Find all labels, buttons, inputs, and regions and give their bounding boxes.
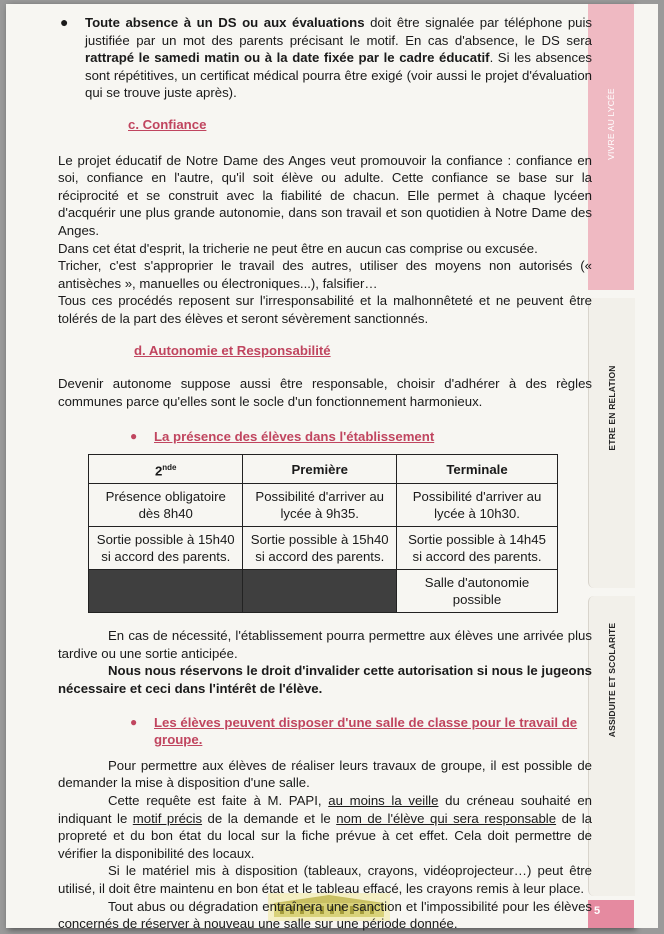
- side-tab-assiduite-label: ASSIDUITE ET SCOLARITE: [607, 622, 617, 738]
- table-row: [89, 484, 558, 527]
- table-header-premiere: Première: [243, 454, 397, 483]
- heading-autonomie: d. Autonomie et Responsabilité: [134, 342, 331, 358]
- absence-bold-start: Toute absence à un DS ou aux évaluations: [85, 15, 365, 30]
- salle-paragraph-1: Pour permettre aux élèves de réaliser leurs travaux de groupe, il est possible de demander la mise à disposition d'une salle.: [58, 757, 592, 791]
- table-cell: Sortie possible à 15h40 si accord des parents.: [243, 527, 397, 570]
- confiance-paragraph-4: Tous ces procédés reposent sur l'irresponsabilité et la malhonnêteté et ne peuvent être tolérés de la part des élèves et seront sévèrement sanctionnés.: [58, 293, 592, 326]
- side-tab-etre: [588, 298, 635, 588]
- table-header-row: [89, 454, 558, 483]
- page-content: [58, 14, 592, 933]
- table-header-terminale: Terminale: [397, 454, 558, 483]
- table-cell: Salle d'autonomie possible: [397, 570, 558, 613]
- confiance-paragraph-3: Tricher, c'est s'approprier le travail des autres, utiliser des moyens non autorisés (« antisèches », manuelles ou électroniques...), falsifier…: [58, 258, 592, 291]
- table-cell: Sortie possible à 15h40 si accord des parents.: [89, 527, 243, 570]
- absence-text-2: . Si les absences sont répétitives, un certificat médical pourra être exigé (voir aussi le projet d'évaluation qui se trouve juste après).: [85, 50, 592, 101]
- salle-paragraph-4: Tout abus ou dégradation entraînera une sanction et l'impossibilité pour les élèves concernés de réserver à nouveau une salle sur une période donnée.: [58, 898, 592, 932]
- subheading-presence: [58, 428, 592, 446]
- side-tab-vivre-label: VIVRE AU LYCÉE: [606, 88, 616, 160]
- table-row: [89, 570, 558, 613]
- table-cell-empty: [243, 570, 397, 613]
- side-tab-vivre: [588, 4, 634, 290]
- confiance-paragraph-1: Le projet éducatif de Notre Dame des Anges veut promouvoir la confiance : confiance en soi, confiance en l'autre, qu'il soit élève ou adulte. Cette confiance se base sur la réciprocité et se construit avec la fiabilité de chacun. Elle permet à chaque lycéen d'acquérir une plus grande autonomie, dans son travail et son quotidien à Notre Dame des Anges.: [58, 152, 592, 238]
- subheading-salle: [58, 714, 592, 749]
- absence-text-1: doit être signalée par téléphone puis justifiée par un mot des parents précisant le motif. En cas d'absence, le DS sera: [85, 15, 593, 48]
- absence-bullet: [58, 14, 592, 102]
- table-cell-empty: [89, 570, 243, 613]
- subheading-salle-text: Les élèves peuvent disposer d'une salle de classe pour le travail de groupe.: [154, 714, 578, 748]
- presence-table: [88, 454, 558, 613]
- autonomie-paragraph-1: Devenir autonome suppose aussi être responsable, choisir d'adhérer à des règles communes parce qu'elles sont le socle d'un fonctionnement harmonieux.: [58, 376, 592, 409]
- autonomie-paragraph-3: Nous nous réservons le droit d'invalider cette autorisation si nous le jugeons nécessaire et ceci dans l'intérêt de l'élève.: [58, 663, 592, 697]
- salle-paragraph-2: Cette requête est faite à M. PAPI, au moins la veille du créneau souhaité en indiquant le motif précis de la demande et le nom de l'élève qui sera responsable de la propreté et du bon état du local sur la fiche prévue à cet effet. Cela doit permettre de vérifier la disponibilité des locaux.: [58, 793, 593, 861]
- pink-bullet-icon: ●: [130, 714, 138, 729]
- table-cell: Possibilité d'arriver au lycée à 10h30.: [397, 484, 558, 527]
- pink-bullet-icon: ●: [130, 429, 138, 444]
- table-cell: Sortie possible à 14h45 si accord des parents.: [397, 527, 558, 570]
- table-cell: Possibilité d'arriver au lycée à 9h35.: [243, 484, 397, 527]
- table-row: [89, 527, 558, 570]
- salle-paragraph-3: Si le matériel mis à disposition (tableaux, crayons, vidéoprojecteur…) peut être utilisé, il doit être maintenu en bon état et le tableau effacé, les crayons remis à leur place.: [58, 863, 592, 896]
- autonomie-paragraph-2: En cas de nécessité, l'établissement pourra permettre aux élèves une arrivée plus tardive ou une sortie anticipée.: [58, 628, 592, 661]
- subheading-presence-text: La présence des élèves dans l'établissement: [154, 429, 435, 445]
- bullet-dot-icon: ●: [60, 14, 69, 30]
- side-tab-etre-label: ETRE EN RELATION: [607, 365, 617, 451]
- page-margin: [634, 4, 658, 928]
- table-header-seconde: 2nde: [89, 454, 243, 483]
- table-cell: Présence obligatoire dès 8h40: [89, 484, 243, 527]
- side-tab-assiduite: [588, 596, 635, 896]
- confiance-paragraph-2: Dans cet état d'esprit, la tricherie ne peut être en aucun cas comprise ou excusée.: [58, 240, 538, 256]
- page-number: 5: [588, 900, 634, 928]
- absence-bold-mid: rattrapé le samedi matin ou à la date fixée par le cadre éducatif: [85, 50, 490, 66]
- heading-confiance: c. Confiance: [128, 116, 207, 132]
